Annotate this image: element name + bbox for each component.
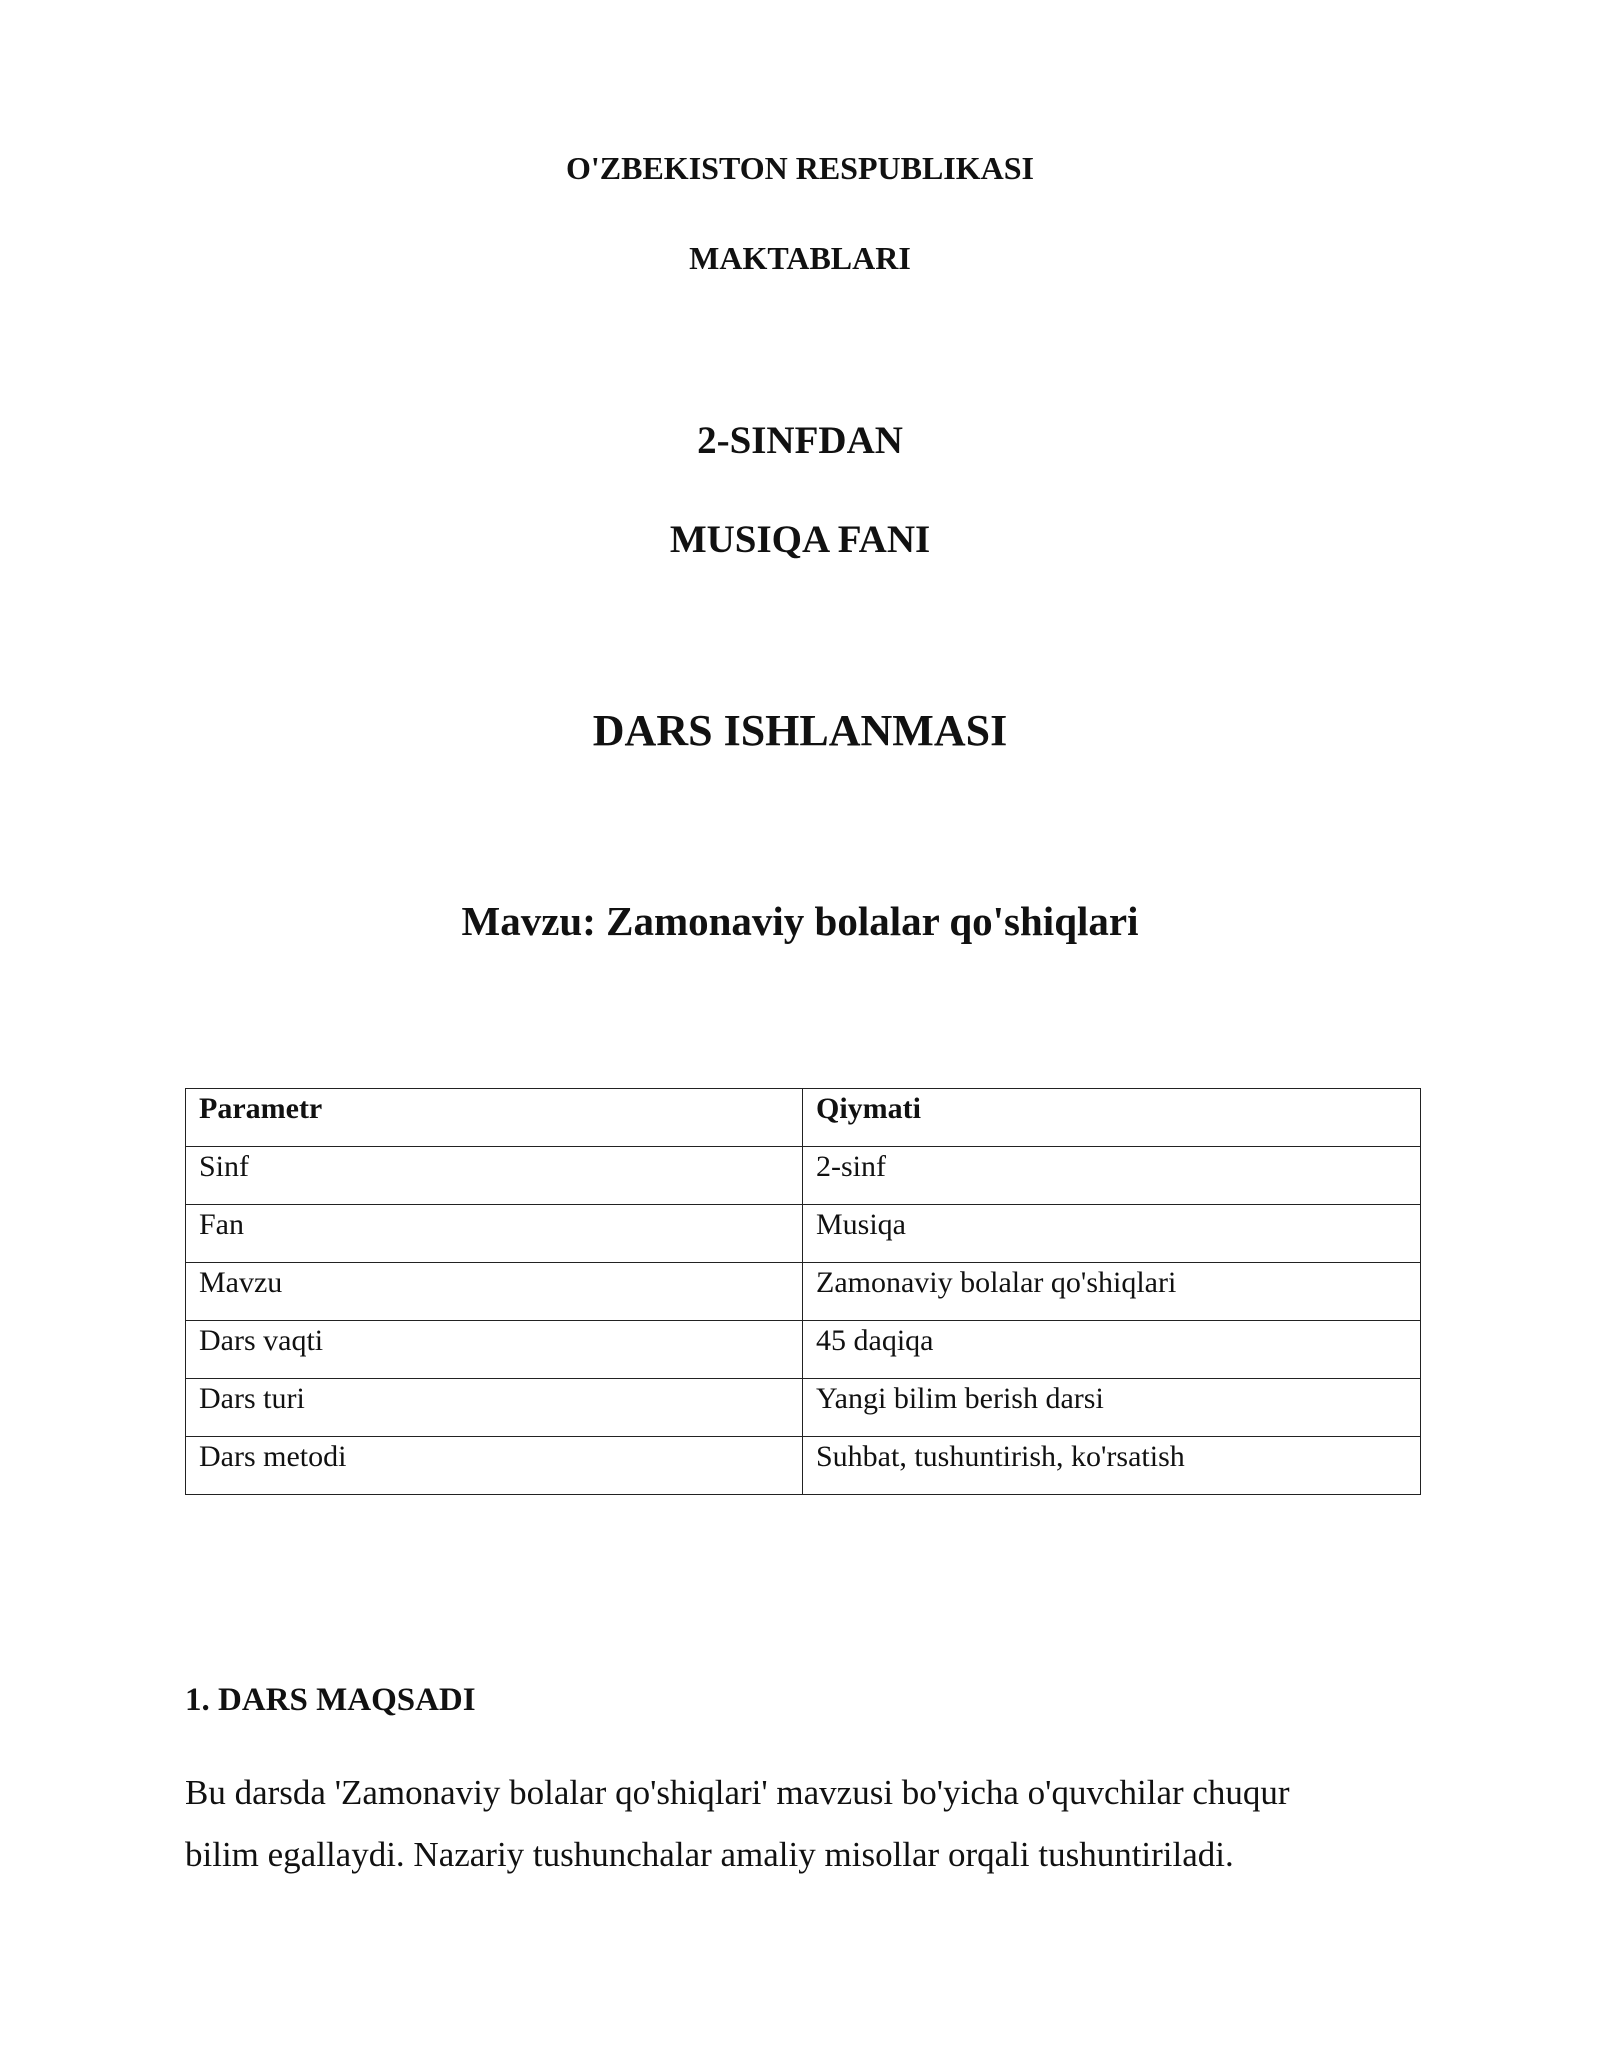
table-cell-parameter: Dars vaqti [186, 1321, 803, 1379]
table-cell-value: 2-sinf [803, 1147, 1421, 1205]
table-row [186, 1321, 1421, 1379]
paragraph-line: bilim egallaydi. Nazariy tushunchalar amaliy misollar orqali tushuntiriladi. [185, 1835, 1234, 1874]
table-cell-value: 45 daqiqa [803, 1321, 1421, 1379]
table-row [186, 1147, 1421, 1205]
table-row [186, 1205, 1421, 1263]
lesson-info-table [185, 1088, 1421, 1495]
column-header-value: Qiymati [803, 1089, 1421, 1147]
schools-heading: MAKTABLARI [689, 240, 911, 276]
table-header-row [186, 1089, 1421, 1147]
table-cell-value: Zamonaviy bolalar qo'shiqlari [803, 1263, 1421, 1321]
table-cell-value: Musiqa [803, 1205, 1421, 1263]
table-cell-value: Yangi bilim berish darsi [803, 1379, 1421, 1437]
column-header-parameter: Parametr [186, 1089, 803, 1147]
table-cell-value: Suhbat, tushuntirish, ko'rsatish [803, 1437, 1421, 1495]
country-heading: O'ZBEKISTON RESPUBLIKASI [565, 150, 1034, 186]
table-cell-parameter: Mavzu [186, 1263, 803, 1321]
table-cell-parameter: Dars metodi [186, 1437, 803, 1495]
section-heading: 1. DARS MAQSADI [185, 1682, 476, 1718]
table-cell-parameter: Sinf [186, 1147, 803, 1205]
section-paragraph [185, 1762, 1415, 1886]
subject-heading: MUSIQA FANI [669, 518, 931, 561]
topic-heading: Mavzu: Zamonaviy bolalar qo'shiqlari [461, 898, 1139, 944]
table-row [186, 1379, 1421, 1437]
paragraph-line: Bu darsda 'Zamonaviy bolalar qo'shiqlari' mavzusi bo'yicha o'quvchilar chuqur [185, 1773, 1290, 1812]
table-cell-parameter: Dars turi [186, 1379, 803, 1437]
grade-heading: 2-SINFDAN [697, 419, 903, 462]
table-row [186, 1437, 1421, 1495]
table-cell-parameter: Fan [186, 1205, 803, 1263]
table-row [186, 1263, 1421, 1321]
document-title: DARS ISHLANMASI [592, 706, 1008, 755]
